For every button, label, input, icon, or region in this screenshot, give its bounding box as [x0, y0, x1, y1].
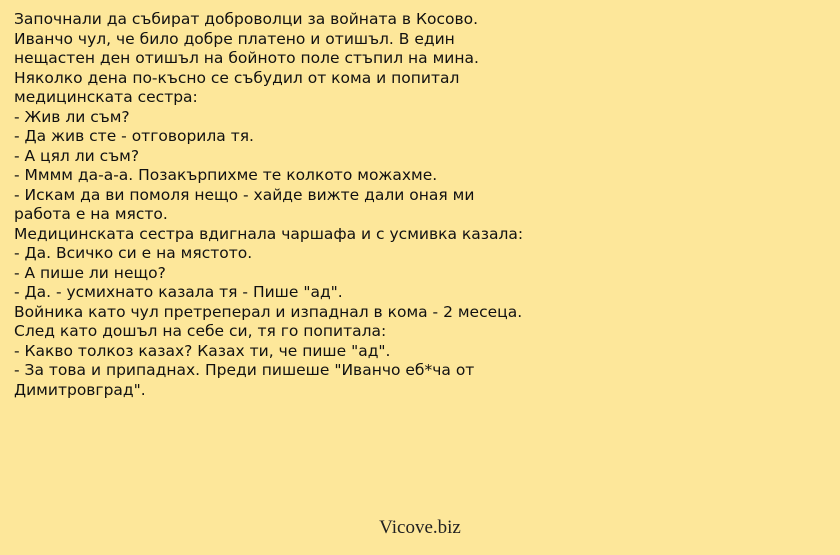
- joke-line: работа е на място.: [14, 205, 168, 223]
- joke-line: - За това и припаднах. Преди пишеше "Иванчо еб*ча от: [14, 361, 475, 379]
- joke-line: Войника като чул претреперал и изпаднал в кома - 2 месеца.: [14, 302, 523, 321]
- joke-line: Димитровград".: [14, 380, 146, 399]
- site-watermark: Vicove.biz: [379, 517, 461, 538]
- joke-line: - Да жив сте - отговорила тя.: [14, 127, 254, 145]
- joke-line: След като дошъл на себе си, тя го попитала:: [14, 322, 387, 340]
- joke-line: - Жив ли съм?: [14, 107, 130, 126]
- joke-line: Иванчо чул, че било добре платено и отишъл. В един: [14, 29, 455, 48]
- joke-line: - Да. - усмихнато казала тя - Пише "ад".: [14, 283, 343, 301]
- joke-line: - Какво толкоз казах? Казах ти, че пише "ад".: [14, 341, 391, 360]
- joke-line: - Мммм да-а-а. Позакърпихме те колкото можахме.: [14, 166, 438, 184]
- joke-line: - А цял ли съм?: [14, 146, 140, 165]
- joke-line: Медицинската сестра вдигнала чаршафа и с усмивка казала:: [14, 224, 524, 243]
- joke-line: - Да. Всичко си е на мястото.: [14, 244, 253, 262]
- joke-line: нещастен ден отишъл на бойното поле стъпил на мина.: [14, 49, 479, 67]
- joke-line: Започнали да събират доброволци за войната в Косово.: [14, 10, 478, 28]
- joke-text: [14, 10, 826, 400]
- joke-line: Няколко дена по-късно се събудил от кома и попитал: [14, 68, 460, 87]
- joke-line: - А пише ли нещо?: [14, 263, 166, 282]
- joke-line: - Искам да ви помоля нещо - хайде вижте дали оная ми: [14, 185, 475, 204]
- joke-line: медицинската сестра:: [14, 88, 198, 106]
